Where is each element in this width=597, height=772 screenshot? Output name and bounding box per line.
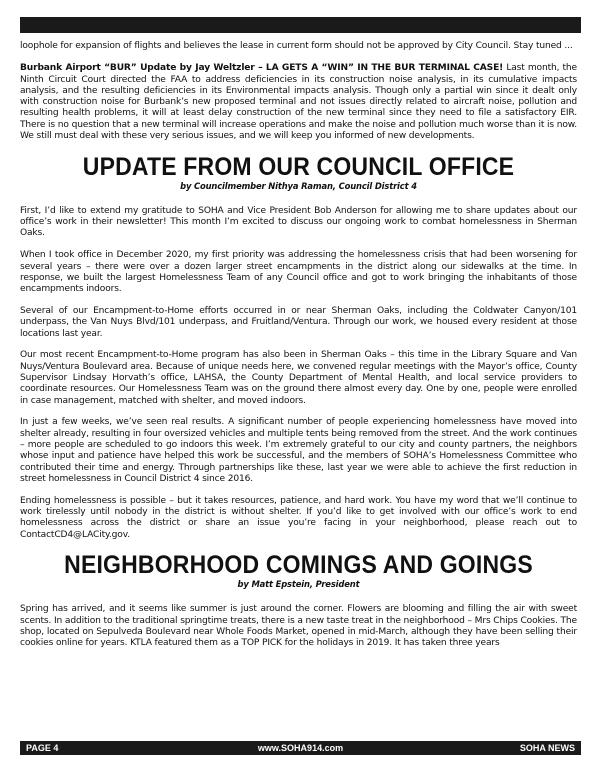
- footer-publication-name: SOHA NEWS: [519, 743, 575, 753]
- council-paragraph-6: Ending homelessness is possible – but it takes resources, patience, and hard work. You have my word that we’ll continue to work tirelessly until nobody in the district is without shelter. If you’d like to get involved with our office’s work to end homelessness across the district or share an issue you’re facing in your neighborhood, please reach out to ContactCD4@LACity.gov.: [20, 495, 577, 540]
- footer-page-label: PAGE 4: [26, 743, 59, 753]
- council-section-title: UPDATE FROM OUR COUNCIL OFFICE: [82, 152, 515, 181]
- header-bar: [20, 17, 581, 33]
- council-paragraph-3: Several of our Encampment-to-Home efforts occurred in or near Sherman Oaks, including the Coldwater Canyon/101 underpass, the Van Nuys Blvd/101 underpass, and Fruitland/Ventura. Through our work, we housed every resident at those locations last year.: [20, 305, 577, 339]
- council-paragraph-4: Our most recent Encampment-to-Home program has also been in Sherman Oaks – this time in the Library Square and Van Nuys/Ventura Boulevard area. Because of unique needs here, we convened regular meetings with the Mayor’s office, County Supervisor Lindsay Horvath’s office, LAHSA, the County Department of Mental Health, and local service providers to coordinate resources. Our Homelessness Team was on the ground there almost every day. One by one, people were enrolled in case management, matched with shelter, and moved indoors.: [20, 350, 577, 406]
- neighborhood-paragraph-1: Spring has arrived, and it seems like summer is just around the corner. Flowers are blooming and filling the air with sweet scents. In addition to the traditional springtime treats, there is a new taste treat in the neighborhood – Mrs Chips Cookies. The shop, located on Sepulveda Boulevard near Whole Foods Market, opened in mid-March, although they have been selling their cookies online for years. KTLA featured them as a TOP PICK for the holidays in 2019. It has taken three years: [20, 604, 577, 649]
- footer-website-link[interactable]: www.SOHA914.com: [257, 743, 344, 753]
- council-paragraph-2: When I took office in December 2020, my first priority was addressing the homelessness crisis that had been worsening for several years – there were over a dozen larger street encampments in the district along our sidewalks at the time. In response, we built the largest Homelessness Team of any Council office and got to work bringing the inhabitants of those encampments indoors.: [20, 250, 577, 295]
- burbank-update-paragraph: [20, 63, 577, 142]
- council-paragraph-1: First, I’d like to extend my gratitude to SOHA and Vice President Bob Anderson for allowing me to share updates about our office’s work in their newsletter! This month I’m excited to discuss our ongoing work to combat homelessness in Sherman Oaks.: [20, 205, 577, 239]
- neighborhood-section-byline: by Matt Epstein, President: [237, 579, 360, 590]
- footer-bar: [20, 741, 581, 755]
- council-section-byline: by Councilmember Nithya Raman, Council District 4: [180, 180, 417, 191]
- neighborhood-section-title: NEIGHBORHOOD COMINGS AND GOINGS: [64, 551, 533, 580]
- burbank-update-lead: Burbank Airport “BUR” Update by Jay Weltzler – LA GETS A “WIN” IN THE BUR TERMINAL CASE!: [20, 63, 504, 74]
- intro-continuation: loophole for expansion of flights and believes the lease in current form should not be approved by City Council. Stay tuned ...: [20, 41, 573, 51]
- burbank-update-body: Last month, the Ninth Circuit Court directed the FAA to address deficiencies in its construction noise analysis, in its cumulative impacts analysis, and the resulting deficiencies in its Environmental impacts analysis. Though only a partial win since it dealt only with construction noise for Burbank’s new proposed terminal and not issues directly related to aircraft noise, pollution and resulting health problems, it will at least delay construction of the new terminal since they need to file a satisfactory EIR. There is no question that a new terminal will increase operations and make the noise and pollution much worse than it is now. We still must deal with these very serious issues, and we will keep you informed of new developments.: [20, 63, 577, 142]
- council-paragraph-5: In just a few weeks, we’ve seen real results. A significant number of people experiencing homelessness have moved into shelter already, resulting in four oversized vehicles and multiple tents being removed from the street. And the work continues – more people are scheduled to go indoors this week. I’m extremely grateful to our city and county partners, the neighbors whose input and patience have helped this work be successful, and the members of SOHA’s Homelessness Committee who contributed their time and energy. Through partnerships like these, last year we were able to achieve the first reduction in street homelessness in Council District 4 since 2016.: [20, 417, 577, 484]
- article-content: [20, 41, 577, 660]
